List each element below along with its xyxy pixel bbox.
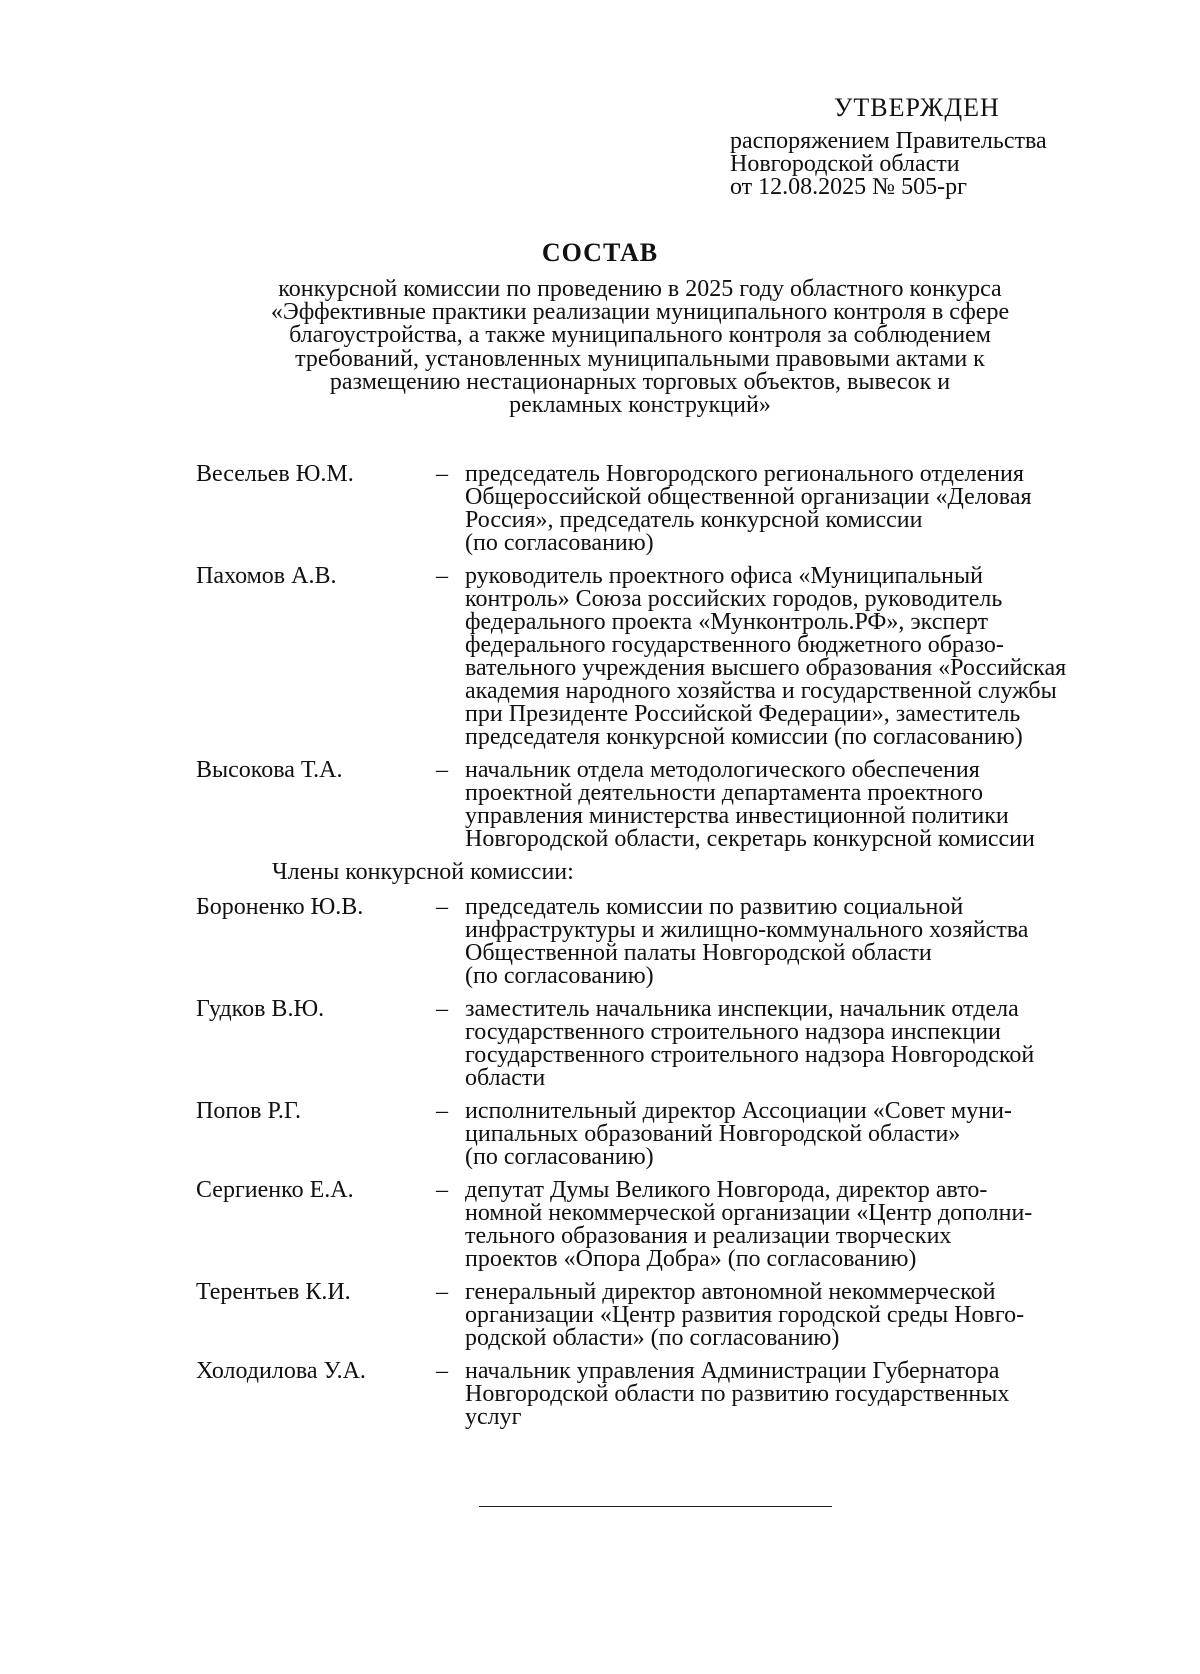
description-line: начальник управления Администрации Губернатора (465, 1358, 1000, 1384)
approval-line: от 12.08.2025 № 505-рг (730, 174, 967, 200)
subtitle-line: рекламных конструкций» (509, 392, 771, 419)
dash-separator: – (436, 894, 448, 920)
description-line: вательного учреждения высшего образования «Российская (465, 655, 1067, 681)
description-line: исполнительный директор Ассоциации «Совет муни- (465, 1098, 1012, 1124)
subtitle-line: благоустройства, а также муниципального контроля за соблюдением (289, 322, 991, 349)
commission-member-row (196, 1360, 1126, 1429)
commission-member-row (196, 1100, 1126, 1169)
description-line: государственного строительного надзора инспекции (465, 1019, 1001, 1045)
description-line: генеральный директор автономной некоммерческой (465, 1279, 996, 1305)
description-line: председатель комиссии по развитию социальной (465, 894, 964, 920)
description-line: тельного образования и реализации творческих (465, 1223, 952, 1249)
commission-member-row (196, 759, 1126, 851)
description-line: Общественной палаты Новгородской области (465, 940, 932, 966)
member-description (465, 896, 1126, 988)
member-name: Терентьев К.И. (196, 1279, 351, 1305)
commission-member-row (196, 896, 1126, 988)
description-line: Новгородской области, секретарь конкурсной комиссии (465, 826, 1035, 852)
description-line: академия народного хозяйства и государственной службы (465, 678, 1057, 704)
commission-list (196, 463, 1126, 1439)
description-line: контроль» Союза российских городов, руководитель (465, 586, 1003, 612)
document-subtitle (200, 278, 1080, 417)
description-line: председателя конкурсной комиссии (по согласованию) (465, 724, 1023, 750)
description-line: Россия», председатель конкурсной комиссии (465, 507, 923, 533)
description-line: Общероссийской общественной организации «Деловая (465, 484, 1032, 510)
description-line: области (465, 1065, 546, 1091)
commission-member-row (196, 1281, 1126, 1350)
dash-separator: – (436, 1098, 448, 1124)
commission-member-row (196, 1179, 1126, 1271)
description-line: федерального проекта «Мунконтроль.РФ», эксперт (465, 609, 989, 635)
description-line: ципальных образований Новгородской области» (465, 1121, 961, 1147)
subtitle-line: конкурсной комиссии по проведению в 2025 году областного конкурса (278, 276, 1002, 302)
description-line: федерального государственного бюджетного образо- (465, 632, 1004, 658)
member-description (465, 565, 1126, 749)
description-line: заместитель начальника инспекции, начальник отдела (465, 996, 1019, 1022)
member-name: Сергиенко Е.А. (196, 1177, 354, 1203)
description-line: инфраструктуры и жилищно-коммунального хозяйства (465, 917, 1029, 943)
dash-separator: – (436, 996, 448, 1022)
document-title: СОСТАВ (541, 238, 659, 267)
member-description (465, 463, 1126, 555)
description-line: начальник отдела методологического обеспечения (465, 757, 980, 783)
description-line: проектной деятельности департамента проектного (465, 780, 984, 806)
description-line: услуг (465, 1404, 522, 1430)
member-description (465, 1179, 1126, 1271)
dash-separator: – (436, 757, 448, 783)
description-line: (по согласованию) (465, 963, 654, 989)
subtitle-line: размещению нестационарных торговых объектов, вывесок и (329, 368, 951, 395)
description-line: государственного строительного надзора Новгородской (465, 1042, 1035, 1068)
dash-separator: – (436, 563, 448, 589)
description-line: депутат Думы Великого Новгорода, директор авто- (465, 1177, 988, 1203)
member-description (465, 1281, 1126, 1350)
commission-member-row (196, 463, 1126, 555)
description-line: номной некоммерческой организации «Центр дополни- (465, 1200, 1033, 1226)
commission-member-row (196, 565, 1126, 749)
members-heading: Члены конкурсной комиссии: (272, 859, 574, 885)
subtitle-line: требований, установленных муниципальными правовыми актами к (295, 345, 985, 372)
closing-rule (479, 1506, 832, 1507)
description-line: проектов «Опора Добра» (по согласованию) (465, 1246, 917, 1272)
member-description (465, 998, 1126, 1090)
description-line: председатель Новгородского регионального отделения (465, 461, 1024, 487)
approval-stamp-block (730, 93, 1047, 200)
member-name: Гудков В.Ю. (196, 996, 325, 1022)
member-name: Бороненко Ю.В. (196, 894, 364, 920)
description-line: (по согласованию) (465, 1144, 654, 1170)
description-line: организации «Центр развития городской среды Новго- (465, 1302, 1025, 1328)
description-line: родской области» (по согласованию) (465, 1325, 840, 1351)
member-description (465, 1360, 1126, 1429)
description-line: управления министерства инвестиционной политики (465, 803, 1009, 829)
member-name: Весельев Ю.М. (196, 461, 354, 487)
member-name: Попов Р.Г. (196, 1098, 302, 1124)
approval-line: Новгородской области (730, 151, 960, 177)
description-line: при Президенте Российской Федерации», заместитель (465, 701, 1021, 727)
dash-separator: – (436, 1358, 448, 1384)
member-name: Холодилова У.А. (196, 1358, 366, 1384)
dash-separator: – (436, 461, 448, 487)
description-line: (по согласованию) (465, 530, 654, 556)
dash-separator: – (436, 1279, 448, 1305)
member-name: Пахомов А.В. (196, 563, 337, 589)
member-name: Высокова Т.А. (196, 757, 343, 783)
description-line: руководитель проектного офиса «Муниципальный (465, 563, 983, 589)
description-line: Новгородской области по развитию государственных (465, 1381, 1010, 1407)
commission-member-row (196, 998, 1126, 1090)
subtitle-line: «Эффективные практики реализации муниципального контроля в сфере (270, 299, 1010, 326)
approval-line: распоряжением Правительства (730, 128, 1047, 154)
dash-separator: – (436, 1177, 448, 1203)
approval-heading: УТВЕРЖДЕН (834, 93, 1000, 122)
member-description (465, 759, 1126, 851)
member-description (465, 1100, 1126, 1169)
